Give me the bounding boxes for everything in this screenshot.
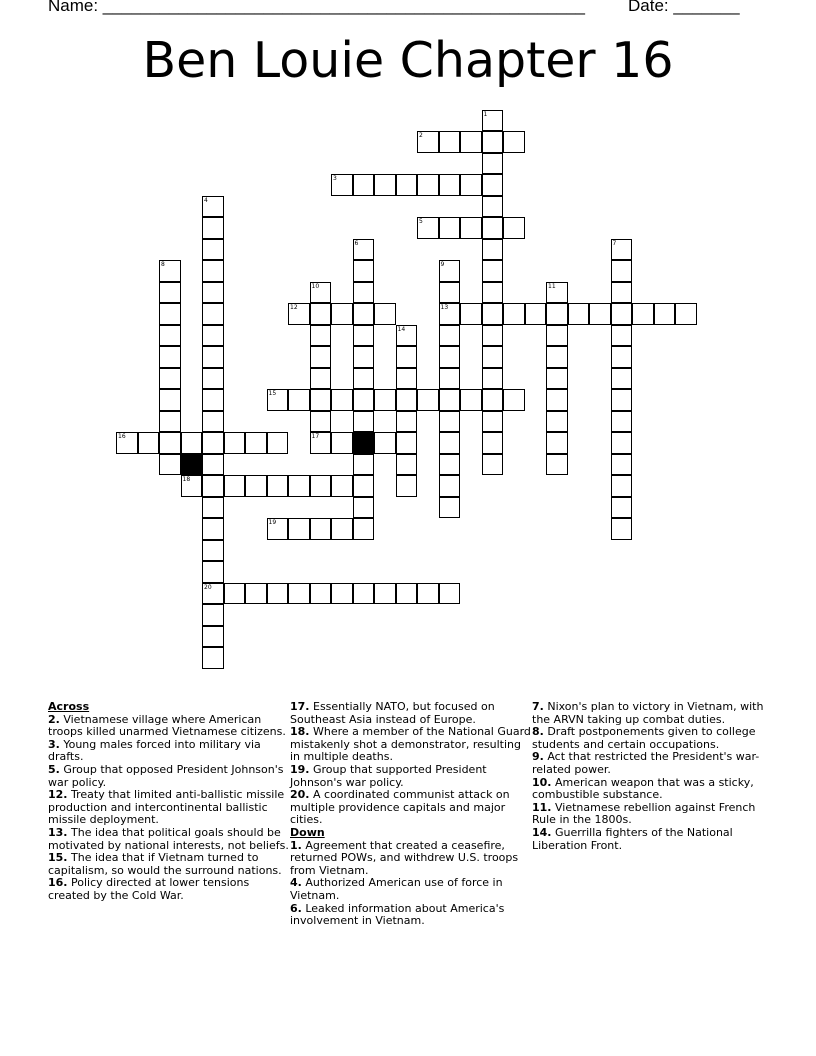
grid-cell[interactable] <box>482 389 504 411</box>
grid-cell[interactable] <box>546 432 568 454</box>
grid-cell[interactable] <box>439 346 461 368</box>
cell-number: 10 <box>311 282 320 290</box>
clue-item <box>532 777 774 802</box>
clue-item <box>48 789 290 827</box>
clue-item <box>48 877 290 902</box>
grid-cell[interactable] <box>460 389 482 411</box>
grid-cell[interactable] <box>353 325 375 347</box>
grid-cell[interactable] <box>202 217 224 239</box>
grid-cell[interactable] <box>202 196 224 218</box>
grid-cell[interactable] <box>353 583 375 605</box>
grid-cell[interactable] <box>439 411 461 433</box>
grid-cell[interactable] <box>331 174 353 196</box>
grid-cell[interactable] <box>482 196 504 218</box>
grid-cell[interactable] <box>288 583 310 605</box>
grid-cell[interactable] <box>460 131 482 153</box>
grid-cell[interactable] <box>482 303 504 325</box>
grid-cell[interactable] <box>439 217 461 239</box>
grid-cell[interactable] <box>310 583 332 605</box>
grid-cell[interactable] <box>546 454 568 476</box>
grid-cell[interactable] <box>482 368 504 390</box>
cell-number: 9 <box>440 261 445 268</box>
grid-cell[interactable] <box>245 432 267 454</box>
grid-cell[interactable] <box>159 389 181 411</box>
grid-cell[interactable] <box>611 432 633 454</box>
grid-cell[interactable] <box>482 260 504 282</box>
clue-text: Guerrilla fighters of the National Liberation Front. <box>532 825 733 852</box>
clue-item <box>290 877 532 902</box>
cell-number: 3 <box>333 175 337 182</box>
grid-cell[interactable] <box>374 389 396 411</box>
grid-cell[interactable] <box>439 475 461 497</box>
grid-cell[interactable] <box>482 325 504 347</box>
grid-cell[interactable] <box>439 583 461 605</box>
clue-number: 7. <box>532 700 544 713</box>
clue-text: Agreement that created a ceasefire, returned POWs, and withdrew U.S. troops from Vietnam. <box>290 838 519 877</box>
clue-number: 19. <box>290 762 310 776</box>
grid-cell[interactable] <box>310 282 332 304</box>
grid-cell[interactable] <box>417 131 439 153</box>
clue-number: 9. <box>532 750 544 764</box>
grid-cell[interactable] <box>331 389 353 411</box>
grid-cell[interactable] <box>159 368 181 390</box>
clue-item <box>48 739 290 764</box>
clue-text: Draft postponements given to college students and certain occupations. <box>532 725 756 751</box>
clue-item <box>290 701 532 726</box>
grid-cell[interactable] <box>353 174 375 196</box>
grid-cell[interactable] <box>202 497 224 519</box>
grid-cell[interactable] <box>202 475 224 497</box>
grid-cell[interactable] <box>181 475 203 497</box>
puzzle-title: Ben Louie Chapter 16 <box>142 32 674 89</box>
grid-cell[interactable] <box>482 346 504 368</box>
grid-cell[interactable] <box>202 411 224 433</box>
grid-cell[interactable] <box>353 239 375 261</box>
grid-cell[interactable] <box>568 303 590 325</box>
clue-number: 5. <box>48 762 60 776</box>
grid-cell[interactable] <box>159 411 181 433</box>
clue-text: Act that restricted the President's war-related power. <box>532 750 760 776</box>
cell-number: 8 <box>161 261 165 268</box>
cell-number: 14 <box>397 325 406 333</box>
clue-text: American weapon that was a sticky, combustible substance. <box>532 775 754 802</box>
grid-cell[interactable] <box>611 282 633 304</box>
grid-cell[interactable] <box>503 389 525 411</box>
clue-number: 4. <box>290 876 302 890</box>
grid-cell[interactable] <box>611 454 633 476</box>
grid-cell[interactable] <box>159 260 181 282</box>
grid-cell[interactable] <box>159 454 181 476</box>
grid-cell[interactable] <box>310 346 332 368</box>
grid-cell[interactable] <box>396 325 418 347</box>
grid-cell[interactable] <box>353 518 375 540</box>
cell-number: 13 <box>440 304 449 311</box>
grid-cell[interactable] <box>353 389 375 411</box>
clue-text: Vietnamese rebellion against French Rule in the 1800s. <box>532 800 756 827</box>
grid-cell[interactable] <box>181 432 203 454</box>
grid-cell[interactable] <box>202 303 224 325</box>
grid-cell[interactable] <box>353 497 375 519</box>
grid-cell[interactable] <box>224 583 246 605</box>
clue-text: Group that supported President Johnson's war policy. <box>290 762 487 789</box>
clue-text: Policy directed at lower tensions created by the Cold War. <box>48 876 250 902</box>
grid-cell[interactable] <box>654 303 676 325</box>
clue-item <box>532 802 774 827</box>
clue-number: 6. <box>290 901 302 915</box>
grid-cell[interactable] <box>138 432 160 454</box>
grid-cell[interactable] <box>396 411 418 433</box>
grid-cell[interactable] <box>202 583 224 605</box>
grid-cell[interactable] <box>460 217 482 239</box>
grid-cell[interactable] <box>482 174 504 196</box>
date-label: Date: <box>628 0 674 15</box>
grid-cell[interactable] <box>417 583 439 605</box>
grid-cell[interactable] <box>202 260 224 282</box>
clue-number: 11. <box>532 800 552 814</box>
grid-cell[interactable] <box>439 389 461 411</box>
grid-cell[interactable] <box>353 411 375 433</box>
cell-number: 16 <box>118 433 126 440</box>
grid-cell[interactable] <box>482 411 504 433</box>
grid-cell[interactable] <box>675 303 697 325</box>
clue-number: 1. <box>290 838 302 852</box>
grid-cell[interactable] <box>589 303 611 325</box>
clue-text: Leaked information about America's involvement in Vietnam. <box>290 901 505 928</box>
grid-cell[interactable] <box>310 411 332 433</box>
clue-number: 20. <box>290 788 310 802</box>
grid-cell[interactable] <box>288 389 310 411</box>
grid-cell[interactable] <box>546 389 568 411</box>
grid-cell[interactable] <box>267 518 289 540</box>
clue-item <box>48 714 290 739</box>
grid-cell[interactable] <box>288 475 310 497</box>
grid-cell[interactable] <box>202 561 224 583</box>
grid-cell[interactable] <box>374 174 396 196</box>
clue-item <box>290 726 532 764</box>
grid-cell[interactable] <box>224 475 246 497</box>
grid-cell[interactable] <box>546 282 568 304</box>
clue-number: 14. <box>532 825 552 839</box>
grid-cell[interactable] <box>546 303 568 325</box>
grid-cell[interactable] <box>224 432 246 454</box>
grid-cell[interactable] <box>288 518 310 540</box>
grid-cell[interactable] <box>632 303 654 325</box>
grid-cell[interactable] <box>159 282 181 304</box>
grid-cell[interactable] <box>353 368 375 390</box>
grid-cell[interactable] <box>202 239 224 261</box>
clue-item <box>290 903 532 928</box>
grid-cell[interactable] <box>310 475 332 497</box>
clue-number: 10. <box>532 775 552 789</box>
down-heading: Down <box>290 825 325 839</box>
grid-cell[interactable] <box>503 131 525 153</box>
grid-cell[interactable] <box>546 346 568 368</box>
grid-cell[interactable] <box>353 260 375 282</box>
grid-cell[interactable] <box>482 131 504 153</box>
grid-cell[interactable] <box>439 282 461 304</box>
clue-number: 12. <box>48 788 68 802</box>
cell-number: 12 <box>290 304 298 311</box>
clue-item <box>290 840 532 878</box>
grid-cell[interactable] <box>159 346 181 368</box>
grid-cell[interactable] <box>439 454 461 476</box>
across-heading: Across <box>48 700 90 713</box>
clue-number: 2. <box>48 712 60 726</box>
clue-column-2 <box>290 701 532 928</box>
clue-text: Where a member of the National Guard mistakenly shot a demonstrator, resulting in multiple deaths. <box>290 725 531 764</box>
grid-cell[interactable] <box>611 260 633 282</box>
grid-cell[interactable] <box>482 217 504 239</box>
clue-text: Young males forced into military via drafts. <box>48 737 261 764</box>
clue-item <box>290 789 532 827</box>
clue-item <box>290 764 532 789</box>
grid-cell[interactable] <box>310 518 332 540</box>
grid-cell[interactable] <box>396 583 418 605</box>
grid-cell[interactable] <box>353 346 375 368</box>
grid-cell[interactable] <box>159 303 181 325</box>
grid-cell[interactable] <box>396 174 418 196</box>
grid-cell[interactable] <box>439 497 461 519</box>
grid-cell[interactable] <box>439 325 461 347</box>
black-square <box>353 432 375 454</box>
grid-cell[interactable] <box>202 626 224 648</box>
name-line[interactable]: ___________________________________________________ <box>102 0 585 15</box>
grid-cell[interactable] <box>310 389 332 411</box>
clue-column-3 <box>532 701 774 852</box>
grid-cell[interactable] <box>611 239 633 261</box>
grid-cell[interactable] <box>331 583 353 605</box>
grid-cell[interactable] <box>482 239 504 261</box>
cell-number: 4 <box>204 196 208 204</box>
grid-cell[interactable] <box>353 475 375 497</box>
grid-cell[interactable] <box>439 303 461 325</box>
cell-number: 1 <box>483 110 488 118</box>
grid-cell[interactable] <box>611 303 633 325</box>
grid-cell[interactable] <box>396 389 418 411</box>
grid-cell[interactable] <box>245 475 267 497</box>
clue-text: Treaty that limited anti-ballistic missile production and intercontinental ballistic missile deployment. <box>48 788 285 827</box>
grid-cell[interactable] <box>396 432 418 454</box>
name-label: Name: <box>48 0 103 15</box>
grid-cell[interactable] <box>439 174 461 196</box>
grid-cell[interactable] <box>267 583 289 605</box>
grid-cell[interactable] <box>611 325 633 347</box>
grid-cell[interactable] <box>202 389 224 411</box>
cell-number: 17 <box>311 433 320 440</box>
grid-cell[interactable] <box>611 518 633 540</box>
grid-cell[interactable] <box>245 583 267 605</box>
grid-cell[interactable] <box>525 303 547 325</box>
grid-cell[interactable] <box>202 368 224 390</box>
clue-number: 13. <box>48 825 68 839</box>
grid-cell[interactable] <box>202 647 224 669</box>
grid-cell[interactable] <box>353 303 375 325</box>
cell-number: 15 <box>268 390 277 397</box>
grid-cell[interactable] <box>331 432 353 454</box>
grid-cell[interactable] <box>417 389 439 411</box>
grid-cell[interactable] <box>482 432 504 454</box>
grid-cell[interactable] <box>267 475 289 497</box>
grid-cell[interactable] <box>439 260 461 282</box>
clue-text: Essentially NATO, but focused on Southeast Asia instead of Europe. <box>290 700 495 726</box>
clue-item <box>48 764 290 789</box>
cell-number: 18 <box>182 476 191 483</box>
grid-cell[interactable] <box>310 303 332 325</box>
grid-cell[interactable] <box>159 432 181 454</box>
grid-cell[interactable] <box>611 475 633 497</box>
clue-number: 15. <box>48 851 68 865</box>
grid-cell[interactable] <box>202 604 224 626</box>
clue-item <box>48 852 290 877</box>
grid-cell[interactable] <box>546 368 568 390</box>
grid-cell[interactable] <box>288 303 310 325</box>
grid-cell[interactable] <box>611 368 633 390</box>
grid-cell[interactable] <box>439 131 461 153</box>
grid-cell[interactable] <box>267 389 289 411</box>
grid-cell[interactable] <box>202 518 224 540</box>
grid-cell[interactable] <box>546 325 568 347</box>
grid-cell[interactable] <box>439 368 461 390</box>
clue-text: The idea that if Vietnam turned to capitalism, so would the surround nations. <box>48 851 282 877</box>
clue-number: 16. <box>48 876 68 890</box>
clue-item <box>532 726 774 751</box>
grid-cell[interactable] <box>374 303 396 325</box>
grid-cell[interactable] <box>331 518 353 540</box>
grid-cell[interactable] <box>310 368 332 390</box>
grid-cell[interactable] <box>611 389 633 411</box>
grid-cell[interactable] <box>460 303 482 325</box>
clue-number: 8. <box>532 725 544 739</box>
grid-cell[interactable] <box>374 583 396 605</box>
grid-cell[interactable] <box>503 303 525 325</box>
clue-item <box>48 827 290 852</box>
grid-cell[interactable] <box>611 346 633 368</box>
grid-cell[interactable] <box>202 540 224 562</box>
clue-text: Group that opposed President Johnson's war policy. <box>48 762 284 789</box>
clue-text: Nixon's plan to victory in Vietnam, with the ARVN taking up combat duties. <box>532 700 764 726</box>
grid-cell[interactable] <box>202 346 224 368</box>
grid-cell[interactable] <box>417 174 439 196</box>
clue-text: Authorized American use of force in Vietnam. <box>290 876 503 902</box>
grid-cell[interactable] <box>202 432 224 454</box>
grid-cell[interactable] <box>331 475 353 497</box>
clue-item <box>532 701 774 726</box>
black-square <box>181 454 203 476</box>
grid-cell[interactable] <box>611 411 633 433</box>
clue-item <box>532 751 774 776</box>
clue-number: 18. <box>290 725 310 739</box>
cell-number: 7 <box>612 239 617 247</box>
grid-cell[interactable] <box>116 432 138 454</box>
cell-number: 19 <box>268 519 277 526</box>
cell-number: 6 <box>354 239 359 247</box>
cell-number: 11 <box>548 282 556 290</box>
grid-cell[interactable] <box>202 454 224 476</box>
grid-cell[interactable] <box>482 110 504 132</box>
grid-cell[interactable] <box>202 282 224 304</box>
clue-text: The idea that political goals should be motivated by national interests, not beliefs. <box>48 825 289 852</box>
grid-cell[interactable] <box>417 217 439 239</box>
grid-cell[interactable] <box>310 325 332 347</box>
grid-cell[interactable] <box>396 346 418 368</box>
grid-cell[interactable] <box>611 497 633 519</box>
grid-cell[interactable] <box>460 174 482 196</box>
grid-cell[interactable] <box>482 153 504 175</box>
grid-cell[interactable] <box>396 475 418 497</box>
grid-cell[interactable] <box>159 325 181 347</box>
grid-cell[interactable] <box>353 454 375 476</box>
grid-cell[interactable] <box>331 303 353 325</box>
grid-cell[interactable] <box>439 432 461 454</box>
clue-item <box>532 827 774 852</box>
grid-cell[interactable] <box>546 411 568 433</box>
grid-cell[interactable] <box>482 282 504 304</box>
clue-column-1 <box>48 701 290 903</box>
grid-cell[interactable] <box>396 454 418 476</box>
grid-cell[interactable] <box>482 454 504 476</box>
grid-cell[interactable] <box>374 432 396 454</box>
cell-number: 5 <box>419 218 423 225</box>
cell-number: 2 <box>419 132 423 139</box>
clue-number: 17. <box>290 700 310 713</box>
clue-text: Vietnamese village where American troops killed unarmed Vietnamese citizens. <box>48 712 286 739</box>
grid-cell[interactable] <box>267 432 289 454</box>
grid-cell[interactable] <box>353 282 375 304</box>
grid-cell[interactable] <box>202 325 224 347</box>
date-line[interactable]: _______ <box>673 0 740 15</box>
grid-cell[interactable] <box>396 368 418 390</box>
clue-number: 3. <box>48 737 60 751</box>
clue-text: A coordinated communist attack on multiple providence capitals and major cities. <box>290 788 510 827</box>
grid-cell[interactable] <box>310 432 332 454</box>
grid-cell[interactable] <box>503 217 525 239</box>
cell-number: 20 <box>204 583 212 591</box>
